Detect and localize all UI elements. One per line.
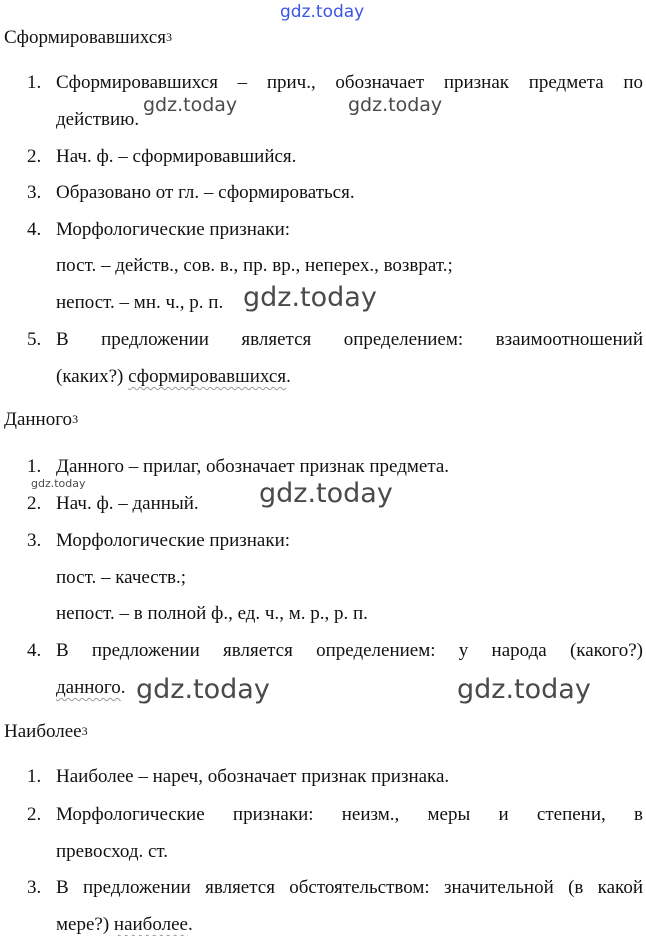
- item-line: В предложении является обстоятельством: значительной (в какой: [56, 877, 643, 898]
- item-text: мере?): [56, 914, 114, 935]
- heading-text: Наиболее: [4, 721, 82, 742]
- item-number: 1.: [27, 72, 42, 93]
- item-line: [56, 366, 643, 388]
- heading-superscript: 3: [72, 412, 79, 426]
- item-line: В предложении является определением: у народа (какого?): [56, 640, 643, 661]
- item-number: 2.: [27, 804, 42, 825]
- watermark: gdz.today: [457, 674, 591, 705]
- item-number: 3.: [27, 530, 42, 551]
- item-number: 1.: [27, 456, 42, 477]
- item-line: непост. – мн. ч., р. п.: [56, 292, 224, 313]
- item-line: превосход. ст.: [56, 841, 169, 862]
- item-tail: .: [286, 366, 291, 387]
- watermark: gdz.today: [143, 94, 238, 116]
- item-line: [56, 914, 643, 936]
- section-heading: [4, 27, 172, 50]
- item-line: В предложении является определением: взаимоотношений: [56, 329, 643, 350]
- watermark: gdz.today: [243, 282, 377, 313]
- item-number: 2.: [27, 493, 42, 514]
- item-line: непост. – в полной ф., ед. ч., м. р., р. п.: [56, 603, 368, 624]
- watermark: gdz.today: [348, 94, 443, 116]
- item-tail: .: [187, 914, 193, 935]
- underlined-word: наиболее: [113, 914, 188, 935]
- item-line: Морфологические признаки:: [56, 530, 291, 551]
- item-line: Сформировавшихся – прич., обозначает признак предмета по: [56, 72, 643, 93]
- item-number: 3.: [27, 877, 42, 898]
- underlined-word: сформировавшихся: [128, 366, 287, 387]
- item-number: 4.: [27, 219, 42, 240]
- item-line: действию.: [56, 109, 140, 130]
- section-heading: [4, 409, 78, 432]
- heading-text: Сформировавшихся: [4, 27, 166, 48]
- item-line: Морфологические признаки:: [56, 219, 291, 240]
- item-number: 3.: [27, 182, 42, 203]
- item-line: Образовано от гл. – сформироваться.: [56, 182, 355, 203]
- watermark: gdz.today: [259, 478, 393, 509]
- item-line: пост. – качеств.;: [56, 567, 187, 588]
- item-line: Данного – прилаг, обозначает признак предмета.: [56, 456, 450, 477]
- item-line: Нач. ф. – данный.: [56, 493, 199, 514]
- underlined-word: данного: [56, 677, 121, 698]
- heading-text: Данного: [4, 409, 73, 430]
- item-line: Морфологические признаки: неизм., меры и степени, в: [56, 804, 643, 825]
- item-line: Наиболее – нареч, обозначает признак признака.: [56, 766, 450, 787]
- watermark: gdz.today: [280, 2, 365, 22]
- watermark: gdz.today: [31, 477, 86, 490]
- item-number: 4.: [27, 640, 42, 661]
- heading-superscript: 3: [165, 30, 172, 44]
- section-heading: [4, 721, 88, 744]
- item-number: 5.: [27, 329, 42, 350]
- item-number: 2.: [27, 146, 42, 167]
- item-line: Нач. ф. – сформировавшийся.: [56, 146, 297, 167]
- item-text: (каких?): [56, 366, 129, 387]
- item-line: пост. – действ., сов. в., пр. вр., неперех., возврат.;: [56, 255, 453, 276]
- watermark: gdz.today: [136, 674, 270, 705]
- heading-superscript: 3: [81, 724, 88, 738]
- item-number: 1.: [27, 766, 42, 787]
- item-tail: .: [120, 677, 126, 698]
